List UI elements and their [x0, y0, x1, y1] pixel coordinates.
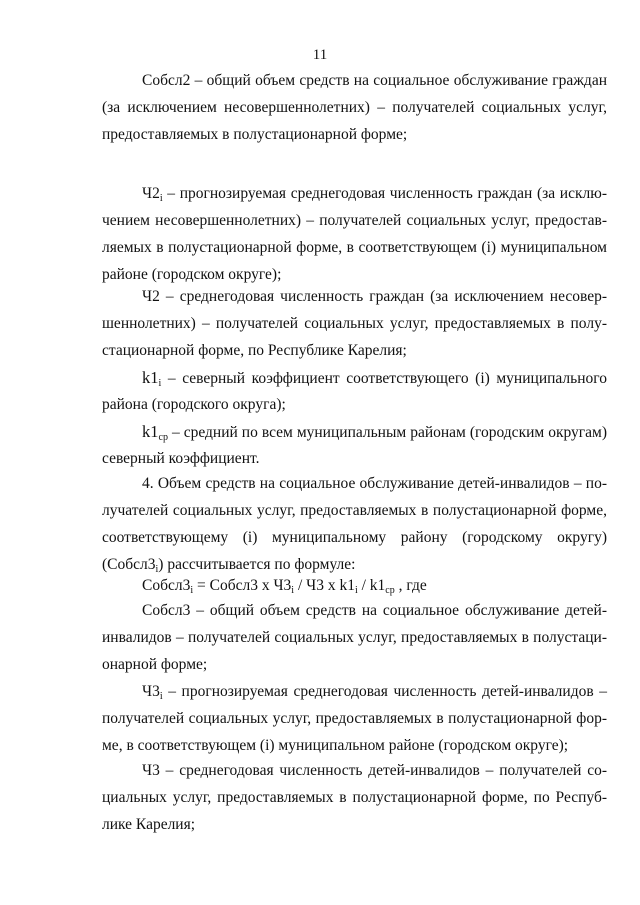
text-line: ме, в соответствующем (i) муниципальном районе (городском округе);: [102, 737, 569, 754]
subscript: i: [190, 585, 194, 596]
formula-part: , где: [394, 577, 427, 594]
text: – северный коэффициент соответствующего (i) муниципального: [161, 370, 607, 387]
text-line: получателей социальных услуг, предоставляемых в полустационарной фор-: [102, 710, 607, 727]
symbol: k1: [142, 368, 159, 387]
text-line: Собсл3 – общий объем средств на социальное обслуживание детей-: [142, 602, 607, 619]
subscript: i: [155, 564, 159, 575]
text-line: онарной форме;: [102, 656, 208, 673]
formula-part: Собсл3: [142, 577, 191, 594]
subscript: i: [159, 193, 163, 204]
subscript: ср: [385, 585, 395, 596]
subscript: i: [291, 585, 295, 596]
text-line: Ч2 – среднегодовая численность граждан (за исключением несовер-: [142, 288, 607, 305]
page-number: 11: [312, 47, 328, 63]
text-line: [102, 678, 607, 705]
text-line: (за исключением несовершеннолетних) – получателей социальных услуг,: [102, 99, 607, 116]
subscript: i: [159, 691, 163, 702]
text-line: циальных услуг, предоставляемых в полустационарной форме, по Респуб-: [102, 789, 607, 806]
paragraph-item-4: [102, 470, 607, 578]
subscript: i: [158, 378, 162, 389]
paragraph-ch3i: [102, 678, 607, 759]
formula-line: [102, 572, 607, 599]
paragraph-ch2i: [102, 180, 607, 288]
text: – средний по всем муниципальным районам (городским округам): [167, 424, 607, 441]
text-line: Ч3 – среднегодовая численность детей-инвалидов – получателей со-: [142, 762, 607, 779]
text-line: района (городского округа);: [102, 396, 286, 413]
symbol: k1: [142, 422, 159, 441]
text-line: чением несовершеннолетних) – получателей социальных услуг, предостав-: [102, 212, 607, 229]
text-line: Собсл2 – общий объем средств на социальное обслуживание граждан: [142, 72, 607, 89]
symbol: Ч2: [142, 185, 160, 202]
text-line: ляемых в полустационарной форме, в соответствующем (i) муниципальном: [102, 239, 607, 256]
text-line: лике Карелия;: [102, 816, 196, 833]
formula: [102, 572, 607, 599]
subscript: i: [354, 585, 358, 596]
formula-part: = Собсл3 х Ч3: [193, 577, 292, 594]
formula-part: / Ч3 х k1: [294, 577, 355, 594]
paragraph-sobsl3: [102, 597, 607, 678]
paragraph-ch3: [102, 757, 607, 838]
text-line: [102, 180, 607, 207]
symbol: Ч3: [142, 683, 160, 700]
text-line: 4. Объем средств на социальное обслуживание детей-инвалидов – по-: [142, 475, 607, 492]
paragraph-sobsl2: [102, 67, 607, 148]
text-line: [102, 418, 607, 445]
text-line: соответствующему (i) муниципальному району (городскому округу): [102, 529, 607, 546]
text: (Собсл3: [102, 556, 156, 573]
text-line: стационарной форме, по Республике Карелия;: [102, 342, 407, 359]
text: – прогнозируемая среднегодовая численность граждан (за исклю-: [162, 185, 607, 202]
paragraph-k1i: [102, 364, 607, 418]
text: ) рассчитывается по формуле:: [158, 556, 356, 573]
formula-part: / k1: [357, 577, 386, 594]
text-line: районе (городском округе);: [102, 266, 282, 283]
paragraph-ch2: [102, 283, 607, 364]
text-line: инвалидов – получателей социальных услуг, предоставляемых в полустаци-: [102, 629, 607, 646]
text: – прогнозируемая среднегодовая численность детей-инвалидов –: [162, 683, 607, 700]
text-line: шеннолетних) – получателей социальных услуг, предоставляемых в полу-: [102, 315, 607, 332]
text-line: лучателей социальных услуг, предоставляемых в полустационарной форме,: [102, 502, 607, 519]
subscript: ср: [158, 432, 168, 443]
text-line: северный коэффициент.: [102, 450, 260, 467]
text-line: предоставляемых в полустационарной форме;: [102, 126, 408, 143]
paragraph-k1sr: [102, 418, 607, 472]
text-line: [102, 364, 607, 391]
